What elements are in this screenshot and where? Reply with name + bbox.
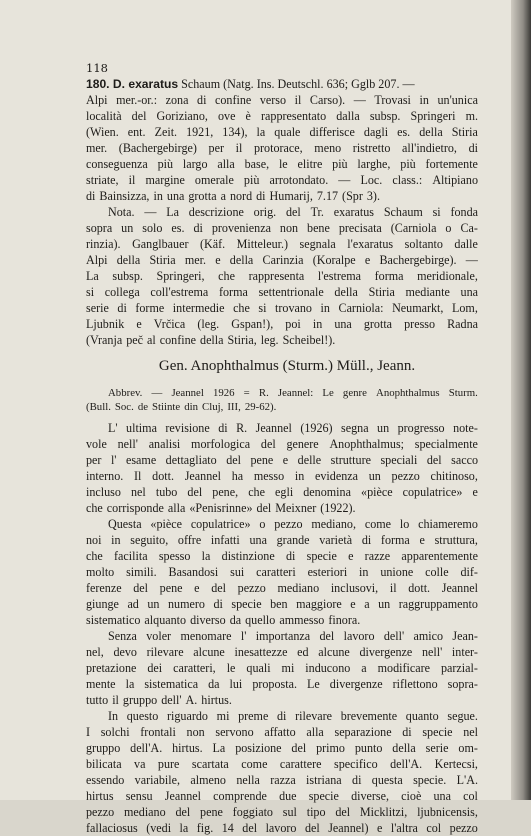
species-entry <box>86 76 478 204</box>
text-line: La subsp. Springeri, che rappresenta l'estrema forma meridionale, <box>86 269 478 283</box>
nota-paragraph <box>86 204 478 348</box>
paragraph-3 <box>86 628 478 708</box>
text-line: per l' esame dettagliato del pene e delle strutture speciali del sacco <box>86 453 478 467</box>
text-line: pretazione dei caratteri, le quali mi inducono a modificare parzial- <box>86 661 478 675</box>
text-line: sopra un solo es. di provenienza non bene precisata (Carniola o Ca- <box>86 221 478 235</box>
text-line: hirtus sensu Jeannel comprende due specie diverse, cioè una col <box>86 789 478 803</box>
abbreviation-note <box>86 386 478 414</box>
species-name: 180. D. exaratus <box>86 77 179 91</box>
text-line: Questa «pièce copulatrice» o pezzo mediano, come lo chiameremo <box>108 517 478 531</box>
paragraph-2 <box>86 516 478 628</box>
text-line: di Bainsizza, in una grotta a nord di Humarij, 7.17 (Spr 3). <box>86 189 380 203</box>
text-line: mente la sistematica da lui proposta. Le divergenze riflettono sopra- <box>86 677 478 691</box>
text-line: (Wien. ent. Zeit. 1921, 134), la quale differisce dagli es. della Stiria <box>86 125 478 139</box>
text-line: mer. (Bachergebirge) per il protorace, meno ristretto all'indietro, di <box>86 141 478 155</box>
text-line: In questo riguardo mi preme di rilevare brevemente quanto segue. <box>108 709 478 723</box>
text-line: tutto il gruppo dell' A. hirtus. <box>86 693 232 707</box>
paragraph-4 <box>86 708 478 836</box>
text-line <box>86 76 478 92</box>
text-line: nel, devo rilevare alcune inesattezze ed alcune divergenze nell' inter- <box>86 645 478 659</box>
text-line: pezzo mediano del pene foggiato sul tipo del Micklitzi, ljubnicensis, <box>86 805 478 819</box>
text-line: gruppo dell'A. hirtus. La posizione del primo punto della serie om- <box>86 741 478 755</box>
text-line: Alpi mer.-or.: zona di confine verso il Carso). — Trovasi in un'unica <box>86 93 478 107</box>
text-line: interno. Il dott. Jeannel ha messo in evidenza un pezzo chitinoso, <box>86 469 478 483</box>
text-line: che corrisponde alla «Penisrinne» del Meixner (1922). <box>86 501 356 515</box>
text-line: Nota. — La descrizione orig. del Tr. exaratus Schaum si fonda <box>108 205 478 219</box>
text-line: Abbrev. — Jeannel 1926 = R. Jeannel: Le genre Anophthalmus Sturm. <box>108 387 478 399</box>
text-line: sistematico alquanto diverso da quello ammesso finora. <box>86 613 361 627</box>
text-line: L' ultima revisione di R. Jeannel (1926) segna un progresso note- <box>108 421 478 435</box>
genus-heading: Gen. Anophthalmus (Sturm.) Müll., Jeann. <box>158 358 416 374</box>
text-line: Ljubnik e Vrčica (leg. Gspan!), poi in una grotta presso Radna <box>86 317 478 331</box>
text-line: (Bull. Soc. de Stiinte din Cluj, III, 29-62). <box>86 401 277 413</box>
text-line: rinzia). Ganglbauer (Käf. Mitteleur.) segnala l'exaratus soltanto dalle <box>86 237 478 251</box>
text-line: bilicata va pure scartata come carattere specifico dell'A. Kertecsi, <box>86 757 478 771</box>
page-body <box>86 76 478 836</box>
text-line: noi in seguito, offre infatti una grande varietà di forma e struttura, <box>86 533 478 547</box>
text-line: ferenze del pene e del pezzo mediano inclusovi, il dott. Jeannel <box>86 581 478 595</box>
text-line: località del Goriziano, ove è rappresentato dalla subsp. Springeri m. <box>86 109 478 123</box>
text-line: essendo variabile, almeno nella razza istriana di questa specie. L'A. <box>86 773 478 787</box>
text-line: si collega coll'estrema forma settentrionale della Stiria mediante una <box>86 285 478 299</box>
page-number: 118 <box>86 61 108 75</box>
text-line: molto simili. Basandosi sui caratteri esteriori in unione colle dif- <box>86 565 478 579</box>
species-author: Schaum (Natg. Ins. Deutschl. 636; Gglb 207. — <box>181 77 415 91</box>
text-line: Alpi della Stiria mer. e della Carinzia (Koralpe e Bachergebirge). — <box>86 253 478 267</box>
text-line: che facilita spesso la distinzione di specie e razze apparentemente <box>86 549 478 563</box>
text-line: giunge ad un numero di specie ben maggiore e a un raggruppamento <box>86 597 478 611</box>
text-line: (Vranja peč al confine della Stiria, leg. Scheibel!). <box>86 333 336 347</box>
text-line: I solchi frontali non servono affatto alla separazione di specie nel <box>86 725 478 739</box>
text-line: striate, il margine omerale più arrotondato. — Loc. class.: Altipiano <box>86 173 478 187</box>
page-edge-shadow <box>511 0 531 800</box>
text-line: conseguenza più largo alla base, le elitre più larghe, più fortemente <box>86 157 478 171</box>
text-line: incluso nel tubo del pene, che egli denomina «pièce copulatrice» e <box>86 485 478 499</box>
text-line: fallaciosus (vedi la fig. 14 del lavoro del Jeannel) e l'altra col pezzo <box>86 821 478 835</box>
paragraph-1 <box>86 420 478 516</box>
text-line: serie di forme intermedie che si trovano in Carniola: Neumarkt, Lom, <box>86 301 478 315</box>
text-line: vole nell' analisi morfologica del genere Anophthalmus; specialmente <box>86 437 478 451</box>
text-line: Senza voler menomare l' importanza del lavoro dell' amico Jean- <box>108 629 478 643</box>
